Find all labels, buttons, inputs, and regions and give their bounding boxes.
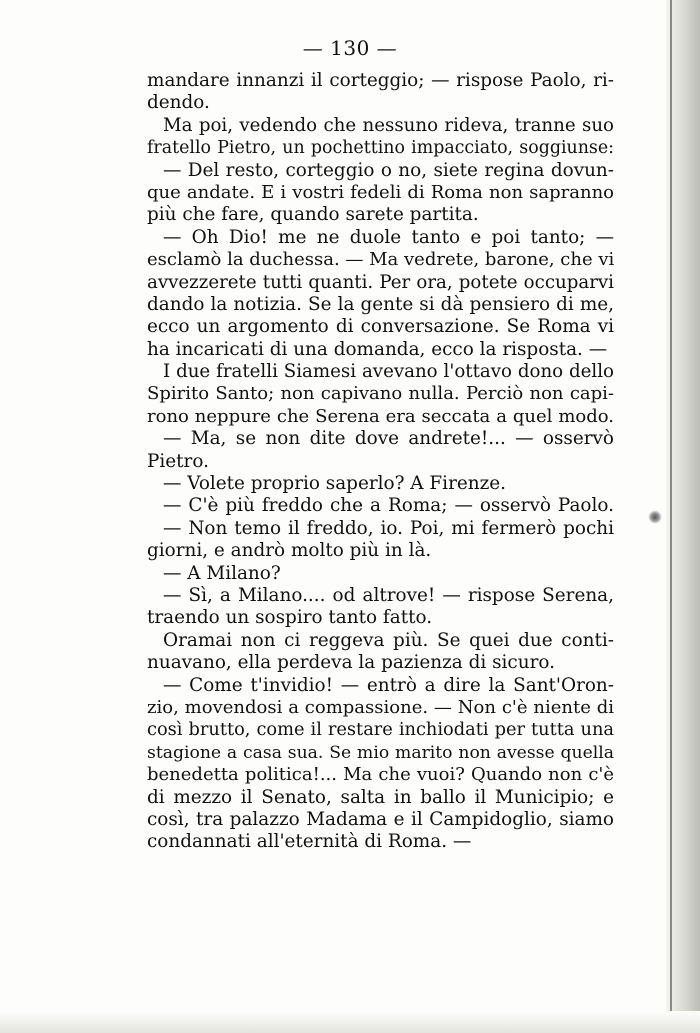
page-edge-line [670,0,672,1033]
text-line: Oramai non ci reggeva più. Se quei due conti- [163,629,614,651]
page-number: — 130 — [302,36,398,60]
text-line: fratello Pietro, un pochettino impacciato, soggiunse: [147,138,614,159]
text-line: ha incaricati di una domanda, ecco la risposta. — [147,338,608,360]
text-line: — Come t'invidio! — entrò a dire la Sant'Oron- [163,674,614,696]
text-line: — Ma, se non dite dove andrete!... — osservò [163,428,614,450]
text-line: Spirito Santo; non capivano nulla. Perciò non capi- [147,383,614,405]
text-line: traendo un sospiro tanto fatto. [147,607,433,629]
text-line: benedetta politica!... Ma che vuoi? Quando non c'è [147,764,614,786]
text-line: Ma poi, vedendo che nessuno rideva, tranne suo [163,114,614,136]
text-line: — Oh Dio! me ne duole tanto e poi tanto; — [163,226,614,248]
ink-smudge [648,510,662,524]
text-line: così brutto, come il restare inchiodati per tutta una [147,719,614,741]
text-line: — Non temo il freddo, io. Poi, mi fermerò pochi [163,517,614,539]
text-line: ecco un argomento di conversazione. Se Roma vi [147,316,614,338]
text-line: — C'è più freddo che a Roma; — osservò Paolo. [163,495,614,517]
text-line: condannati all'eternità di Roma. — [147,831,472,853]
text-line: dando la notizia. Se la gente si dà pensiero di me, [147,293,614,315]
text-line: — Volete proprio saperlo? A Firenze. [163,473,507,495]
text-line: zio, movendosi a compassione. — Non c'è niente di [147,696,614,718]
text-line: dendo. [147,92,210,114]
text-line: avvezzerete tutti quanti. Per ora, potete occuparvi [147,271,614,293]
text-line: di mezzo il Senato, salta in ballo il Municipio; e [147,786,614,808]
text-line: rono neppure che Serena era seccata a quel modo. [147,405,614,427]
text-line: I due fratelli Siamesi avevano l'ottavo dono dello [163,361,614,383]
text-line: Pietro. [147,450,209,472]
text-line: più che fare, quando sarete partita. [147,204,479,226]
text-line: — Del resto, corteggio o no, siete regina dovun- [163,159,614,181]
text-line: esclamò la duchessa. — Ma vedrete, barone, che vi [147,249,614,271]
page-bottom-shadow [0,1011,700,1033]
text-line: — A Milano? [163,562,281,584]
text-line: giorni, e andrò molto più in là. [147,540,432,562]
text-line: nuavano, ella perdeva la pazienza di sicuro. [147,652,555,674]
text-line: que andate. E i vostri fedeli di Roma non sapranno [147,181,614,203]
text-line: così, tra palazzo Madama e il Campidoglio, siamo [147,808,614,830]
text-line: — Sì, a Milano.... od altrove! — rispose Serena, [163,584,614,606]
body-text [147,70,614,854]
text-line: stagione a casa sua. Se mio marito non avesse quella [147,742,614,763]
text-line: mandare innanzi il corteggio; — rispose Paolo, ri- [147,70,614,91]
